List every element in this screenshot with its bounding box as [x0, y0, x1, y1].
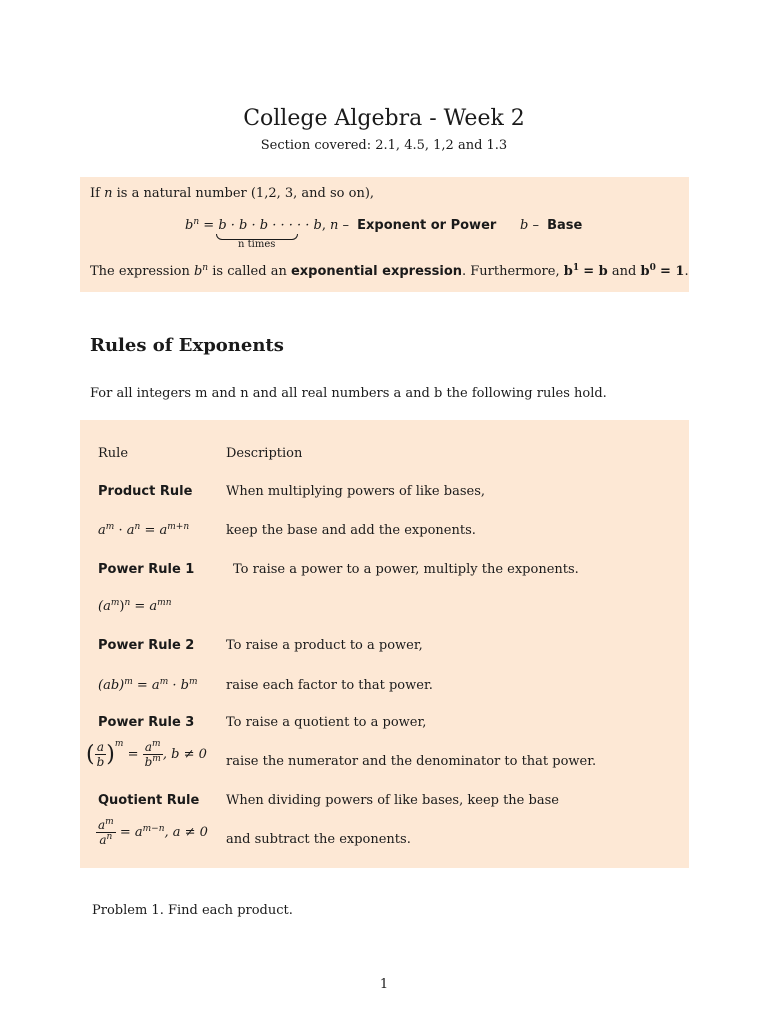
page-title: College Algebra - Week 2 — [243, 106, 525, 131]
closing-b1-eq: = b — [583, 264, 608, 279]
intro-var: n — [104, 186, 113, 201]
f-den: b — [96, 755, 105, 769]
f-den: a — [99, 833, 107, 847]
power-rule-2-desc-1: To raise a product to a power, — [226, 638, 423, 653]
formula-lhs: b — [185, 218, 194, 233]
f-num: a — [95, 740, 107, 755]
f-exp: n — [134, 522, 141, 532]
formula-eq: = — [203, 218, 215, 233]
definition-formula — [185, 218, 326, 233]
f-exp: m — [105, 522, 115, 532]
closing-text-2: is called an — [212, 264, 287, 279]
page-subtitle: Section covered: 2.1, 4.5, 1,2 and 1.3 — [260, 138, 508, 153]
power-rule-2-formula — [98, 678, 198, 693]
f-exp: mn — [157, 598, 172, 608]
power-rule-2-name: Power Rule 2 — [98, 638, 195, 653]
power-rule-3-desc-2: raise the numerator and the denominator to that power. — [226, 754, 597, 769]
intro-suffix: is a natural number (1,2, 3, and so on), — [116, 186, 375, 201]
f-exp: m — [152, 739, 161, 749]
problem-1: Problem 1. Find each product. — [92, 903, 293, 918]
closing-var: b — [193, 264, 203, 279]
formula-product: b · b · b · · · · · b — [218, 218, 322, 233]
f-open: (a — [98, 599, 111, 614]
section-intro: For all integers m and n and all real numbers a and b the following rules hold. — [90, 386, 607, 401]
base-label: Base — [547, 218, 583, 233]
power-rule-1-formula — [98, 599, 172, 614]
table-header-rule: Rule — [98, 446, 129, 461]
power-rule-3-formula — [86, 740, 207, 769]
formula-under-label: n times — [238, 239, 276, 250]
closing-text-3: . Furthermore, — [462, 264, 560, 279]
f-var: a — [159, 523, 168, 538]
f-condition: , a ≠ 0 — [164, 825, 208, 840]
power-rule-2-desc-2: raise each factor to that power. — [226, 678, 433, 693]
f-eq: = — [144, 523, 156, 538]
f-eq: = a — [119, 825, 143, 840]
f-close: ) — [119, 599, 125, 614]
f-fraction-2 — [143, 740, 163, 769]
f-eq: = a — [136, 678, 160, 693]
intro-prefix: If — [90, 186, 100, 201]
exponent-var: n – — [330, 218, 350, 233]
f-exp: n — [124, 598, 131, 608]
page-number: 1 — [379, 977, 389, 992]
f-exp: m−n — [142, 824, 165, 834]
f-exp: m — [114, 739, 124, 749]
formula-comma: , — [321, 218, 326, 233]
exponent-label: Exponent or Power — [357, 218, 497, 233]
f-var: a — [126, 523, 135, 538]
power-rule-3-name: Power Rule 3 — [98, 715, 195, 730]
power-rule-3-desc-1: To raise a quotient to a power, — [226, 715, 427, 730]
closing-b0-exp: 0 — [649, 263, 656, 273]
f-exp: m — [110, 598, 120, 608]
closing-and: and — [611, 264, 637, 279]
formula-lhs-exp: n — [193, 217, 200, 227]
section-heading: Rules of Exponents — [90, 335, 284, 356]
product-rule-desc-1: When multiplying powers of like bases, — [226, 484, 485, 499]
f-paren-close: ) — [106, 742, 115, 767]
f-exp: m — [124, 677, 133, 687]
quotient-rule-desc-2: and subtract the exponents. — [226, 832, 411, 847]
product-rule-name: Product Rule — [98, 484, 193, 499]
f-var: a — [98, 523, 106, 538]
f-dot: · b — [172, 678, 189, 693]
closing-text-1: The expression — [90, 264, 190, 279]
f-eq: = a — [134, 599, 158, 614]
f-exp: n — [106, 832, 113, 842]
f-fraction — [96, 818, 116, 847]
table-header-description: Description — [226, 446, 303, 461]
power-rule-1-desc: To raise a power to a power, multiply the exponents. — [233, 562, 579, 577]
base-definition — [520, 218, 582, 233]
product-rule-formula — [98, 523, 189, 538]
f-fraction — [95, 740, 107, 769]
f-exp: m+n — [167, 522, 190, 532]
f-exp: m — [159, 677, 169, 687]
quotient-rule-desc-1: When dividing powers of like bases, keep the base — [226, 793, 559, 808]
closing-end: . — [684, 264, 689, 279]
exponent-definition — [330, 218, 496, 233]
power-rule-1-name: Power Rule 1 — [98, 562, 195, 577]
closing-term: exponential expression — [290, 264, 463, 279]
f-num: a — [98, 818, 106, 832]
quotient-rule-formula — [96, 818, 208, 847]
closing-b0-eq: = 1 — [659, 264, 685, 279]
f-base: (ab) — [98, 678, 125, 693]
f-exp: m — [188, 677, 198, 687]
f-exp: m — [152, 754, 161, 764]
f-dot: · — [118, 523, 123, 538]
f-condition: , b ≠ 0 — [162, 747, 207, 762]
f-exp: m — [105, 817, 114, 827]
f-num: a — [144, 740, 153, 754]
closing-b0: b — [640, 264, 650, 279]
closing-b1-exp: 1 — [572, 263, 580, 273]
f-paren-open: ( — [86, 742, 95, 767]
f-den: b — [144, 755, 153, 769]
quotient-rule-name: Quotient Rule — [98, 793, 200, 808]
closing-b1: b — [563, 264, 573, 279]
f-eq: = — [127, 747, 139, 762]
definition-closing — [90, 264, 689, 279]
closing-var-exp: n — [202, 263, 209, 273]
product-rule-desc-2: keep the base and add the exponents. — [226, 523, 476, 538]
definition-intro — [90, 186, 374, 201]
base-var: b – — [520, 218, 539, 233]
